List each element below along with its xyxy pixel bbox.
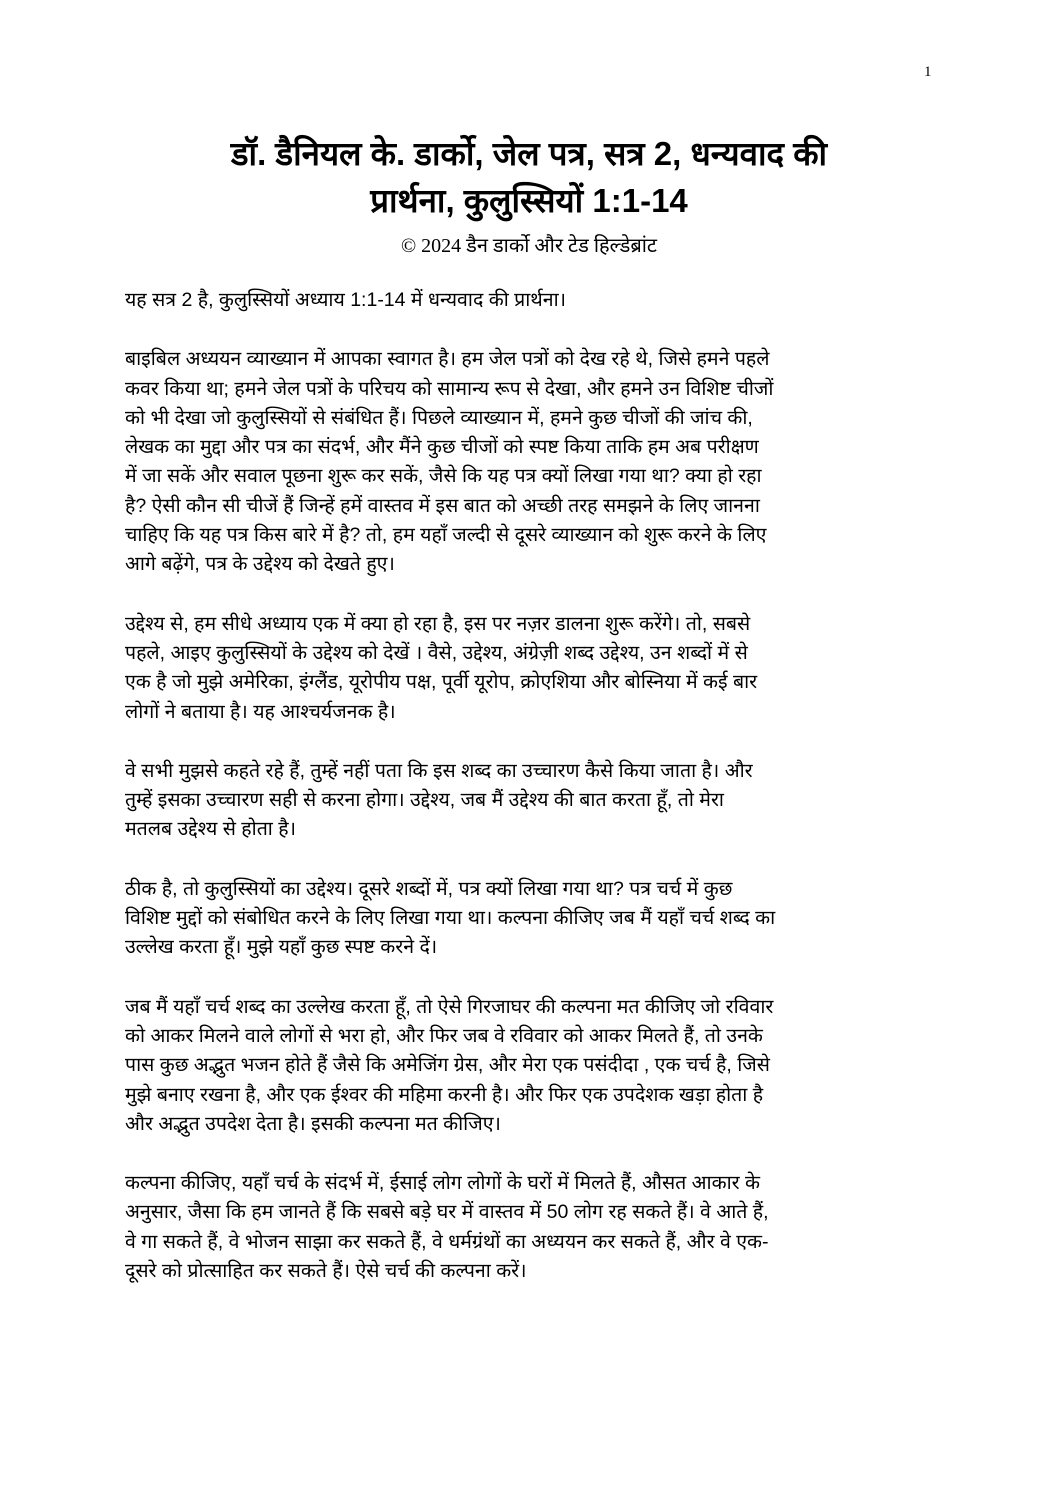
paragraph-line: विशिष्ट मुद्दों को संबोधित करने के लिए लिखा गया था। कल्पना कीजिए जब मैं यहाँ चर्च शब्द का <box>125 907 776 930</box>
paragraph-line: कवर किया था; हमने जेल पत्रों के परिचय को सामान्य रूप से देखा, और हमने उन विशिष्ट चीजों <box>125 377 774 400</box>
title-line: प्रार्थना, कुलुस्सियों 1:1-14 <box>370 182 688 219</box>
paragraph <box>125 610 945 727</box>
paragraph-line: पहले, आइए कुलुस्सियों के उद्देश्य को देखें । वैसे, उद्देश्य, अंग्रेज़ी शब्द उद्देश्य, उन शब्दों में से <box>125 641 748 664</box>
paragraph <box>125 1169 945 1286</box>
paragraph-line: पास कुछ अद्भुत भजन होते हैं जैसे कि अमेजिंग ग्रेस, और मेरा एक पसंदीदा , एक चर्च है, जिसे <box>125 1054 770 1077</box>
document-body <box>125 286 945 1316</box>
paragraph-line: मुझे बनाए रखना है, और एक ईश्वर की महिमा करनी है। और फिर एक उपदेशक खड़ा होता है <box>125 1083 764 1106</box>
paragraph-line: और अद्भुत उपदेश देता है। इसकी कल्पना मत कीजिए। <box>125 1112 501 1135</box>
paragraph <box>125 345 945 579</box>
paragraph-line: दूसरे को प्रोत्साहित कर सकते हैं। ऐसे चर्च की कल्पना करें। <box>125 1260 527 1283</box>
paragraph-line: वे गा सकते हैं, वे भोजन साझा कर सकते हैं, वे धर्मग्रंथों का अध्ययन कर सकते हैं, और वे एक- <box>125 1230 769 1253</box>
paragraph-line: उल्लेख करता हूँ। मुझे यहाँ कुछ स्पष्ट करने दें। <box>125 936 438 959</box>
paragraph-line: जब मैं यहाँ चर्च शब्द का उल्लेख करता हूँ, तो ऐसे गिरजाघर की कल्पना मत कीजिए जो रविवार <box>125 995 774 1018</box>
paragraph-line: वे सभी मुझसे कहते रहे हैं, तुम्हें नहीं पता कि इस शब्द का उच्चारण कैसे किया जाता है। और <box>125 759 753 782</box>
paragraph-line: को भी देखा जो कुलुस्सियों से संबंधित हैं। पिछले व्याख्यान में, हमने कुछ चीजों की जांच की, <box>125 406 753 429</box>
paragraph-line: है? ऐसी कौन सी चीजें हैं जिन्हें हमें वास्तव में इस बात को अच्छी तरह समझने के लिए जानना <box>125 494 760 517</box>
paragraph <box>125 757 945 845</box>
paragraph-line: लोगों ने बताया है। यह आश्चर्यजनक है। <box>125 700 396 723</box>
paragraph <box>125 993 945 1139</box>
paragraph-line: अनुसार, जैसा कि हम जानते हैं कि सबसे बड़े घर में वास्तव में 50 लोग रह सकते हैं। वे आते हैं, <box>125 1201 769 1224</box>
paragraph-line: उद्देश्य से, हम सीधे अध्याय एक में क्या हो रहा है, इस पर नज़र डालना शुरू करेंगे। तो, सबसे <box>125 612 751 635</box>
paragraph-line: को आकर मिलने वाले लोगों से भरा हो, और फिर जब वे रविवार को आकर मिलते हैं, तो उनके <box>125 1024 763 1047</box>
paragraph-line: लेखक का मुद्दा और पत्र का संदर्भ, और मैंने कुछ चीजों को स्पष्ट किया ताकि हम अब परीक्षण <box>125 436 759 459</box>
paragraph-line: कल्पना कीजिए, यहाँ चर्च के संदर्भ में, ईसाई लोग लोगों के घरों में मिलते हैं, औसत आकार के <box>125 1172 761 1195</box>
copyright-line: © 2024 डैन डार्को और टेड हिल्डेब्रांट <box>400 235 657 257</box>
paragraph-line: तुम्हें इसका उच्चारण सही से करना होगा। उद्देश्य, जब मैं उद्देश्य की बात करता हूँ, तो मेरा <box>125 789 724 812</box>
paragraph-line: में जा सकें और सवाल पूछना शुरू कर सकें, जैसे कि यह पत्र क्यों लिखा गया था? क्या हो रहा <box>125 465 762 488</box>
paragraph-line: मतलब उद्देश्य से होता है। <box>125 818 297 841</box>
paragraph <box>125 286 945 315</box>
title-line: डॉ. डैनियल के. डार्को, जेल पत्र, सत्र 2, धन्यवाद की <box>230 135 828 172</box>
page-number: 1 <box>924 64 932 80</box>
paragraph-line: यह सत्र 2 है, कुलुस्सियों अध्याय 1:1-14 में धन्यवाद की प्रार्थना। <box>125 289 567 311</box>
paragraph-line: आगे बढ़ेंगे, पत्र के उद्देश्य को देखते हुए। <box>125 553 395 576</box>
document-title <box>60 130 998 224</box>
paragraph-line: चाहिए कि यह पत्र किस बारे में है? तो, हम यहाँ जल्दी से दूसरे व्याख्यान को शुरू करने के लिए <box>125 524 767 547</box>
paragraph-line: ठीक है, तो कुलुस्सियों का उद्देश्य। दूसरे शब्दों में, पत्र क्यों लिखा गया था? पत्र चर्च में कुछ <box>125 877 733 900</box>
paragraph-line: एक है जो मुझे अमेरिका, इंग्लैंड, यूरोपीय पक्ष, पूर्वी यूरोप, क्रोएशिया और बोस्निया में कई बार <box>125 671 758 694</box>
paragraph-line: बाइबिल अध्ययन व्याख्यान में आपका स्वागत है। हम जेल पत्रों को देख रहे थे, जिसे हमने पहले <box>125 348 770 371</box>
paragraph <box>125 875 945 963</box>
